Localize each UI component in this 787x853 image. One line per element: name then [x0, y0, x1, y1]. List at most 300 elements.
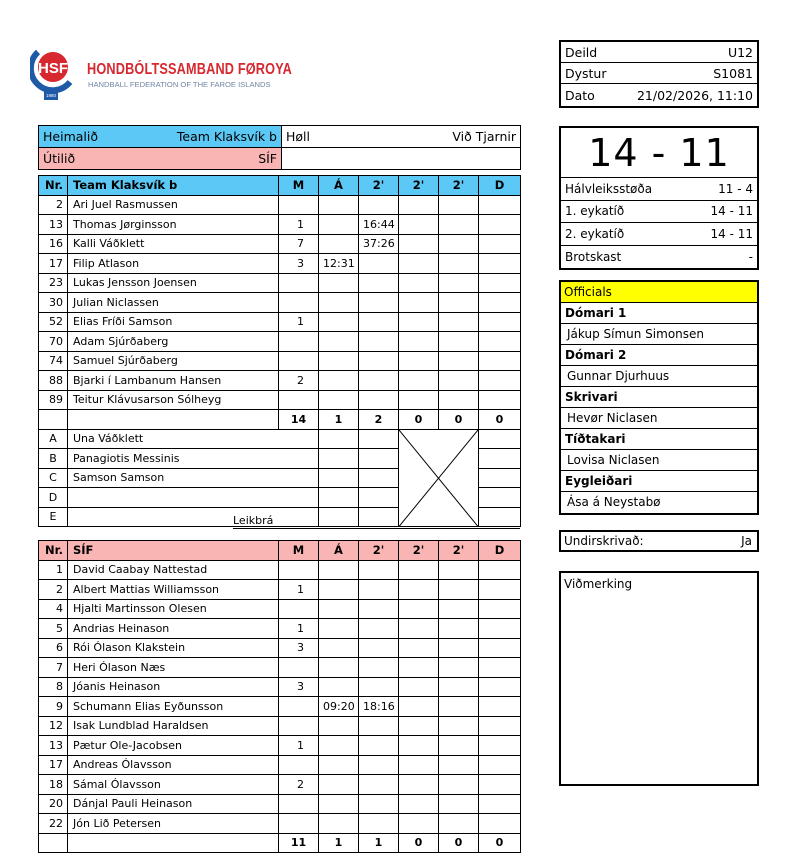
player-row — [39, 599, 521, 619]
player-goals: 1 — [279, 215, 319, 235]
player-suspension-1 — [359, 351, 399, 371]
column-header-a: Á — [319, 176, 359, 196]
column-header-d: D — [479, 176, 521, 196]
referee-1-role: Dómari 1 — [561, 303, 757, 324]
official-code: D — [39, 488, 68, 508]
player-suspension-3 — [439, 794, 479, 814]
player-warning — [319, 775, 359, 795]
extra-time-1-row — [561, 201, 757, 224]
signed-label: Undirskrivað: — [564, 534, 644, 548]
player-suspension-2 — [399, 775, 439, 795]
player-suspension-2 — [399, 814, 439, 834]
player-row — [39, 677, 521, 697]
venue-label: Høll — [286, 129, 310, 144]
player-name: Andreas Ólavsson — [68, 755, 279, 775]
player-disqualification — [479, 293, 521, 313]
player-row — [39, 775, 521, 795]
player-name: Lukas Jensson Joensen — [68, 273, 279, 293]
official-warning — [319, 429, 359, 449]
player-warning — [319, 580, 359, 600]
player-name: Hjalti Martinsson Olesen — [68, 599, 279, 619]
player-name: Sámal Ólavsson — [68, 775, 279, 795]
player-row — [39, 273, 521, 293]
totals-row — [39, 833, 521, 853]
player-suspension-3 — [439, 371, 479, 391]
player-suspension-1 — [359, 390, 399, 410]
player-suspension-2 — [399, 215, 439, 235]
player-warning: 09:20 — [319, 697, 359, 717]
player-suspension-1 — [359, 599, 399, 619]
official-disqualification — [479, 488, 521, 508]
player-name: Dánjal Pauli Heinason — [68, 794, 279, 814]
player-name: Adam Sjúrðaberg — [68, 332, 279, 352]
player-goals: 3 — [279, 254, 319, 274]
player-warning — [319, 755, 359, 775]
player-suspension-3 — [439, 560, 479, 580]
player-number: 88 — [39, 371, 68, 391]
player-disqualification — [479, 580, 521, 600]
timekeeper-role: Tíðtakari — [561, 429, 757, 450]
player-suspension-3 — [439, 638, 479, 658]
player-number: 74 — [39, 351, 68, 371]
penalty-shootout-label: Brotskast — [565, 249, 622, 264]
player-goals — [279, 814, 319, 834]
crossed-out-cells — [399, 429, 479, 527]
player-name: Samuel Sjúrðaberg — [68, 351, 279, 371]
player-disqualification — [479, 351, 521, 371]
hsf-emblem-icon — [30, 44, 76, 102]
player-suspension-1 — [359, 794, 399, 814]
player-warning — [319, 390, 359, 410]
player-goals — [279, 351, 319, 371]
penalty-shootout-row — [561, 246, 757, 269]
player-goals: 2 — [279, 371, 319, 391]
player-disqualification — [479, 697, 521, 717]
player-warning — [319, 677, 359, 697]
player-name: David Caabay Nattestad — [68, 560, 279, 580]
player-number: 2 — [39, 580, 68, 600]
official-code: C — [39, 468, 68, 488]
player-row — [39, 580, 521, 600]
player-disqualification — [479, 332, 521, 352]
player-goals: 3 — [279, 638, 319, 658]
player-suspension-1 — [359, 736, 399, 756]
referee-1-name: Jákup Símun Simonsen — [561, 324, 757, 345]
away-team-name: SÍF — [258, 151, 277, 166]
player-name: Isak Lundblad Haraldsen — [68, 716, 279, 736]
player-name: Filip Atlason — [68, 254, 279, 274]
player-disqualification — [479, 716, 521, 736]
player-suspension-1 — [359, 312, 399, 332]
player-suspension-2 — [399, 560, 439, 580]
player-number: 23 — [39, 273, 68, 293]
player-warning — [319, 332, 359, 352]
player-number: 17 — [39, 755, 68, 775]
remarks-label: Viðmerking — [564, 577, 633, 591]
player-row — [39, 312, 521, 332]
official-name: Panagiotis Messinis — [68, 449, 319, 469]
player-number: 20 — [39, 794, 68, 814]
player-disqualification — [479, 736, 521, 756]
away-team-cell — [39, 148, 282, 170]
player-suspension-3 — [439, 658, 479, 678]
player-suspension-1 — [359, 619, 399, 639]
player-goals — [279, 390, 319, 410]
player-row — [39, 697, 521, 717]
player-warning — [319, 560, 359, 580]
player-disqualification — [479, 599, 521, 619]
total-s2: 0 — [399, 410, 439, 430]
official-disqualification — [479, 449, 521, 469]
player-name: Jóanis Heinason — [68, 677, 279, 697]
player-disqualification — [479, 638, 521, 658]
player-suspension-2 — [399, 195, 439, 215]
player-name: Schumann Elias Eyðunsson — [68, 697, 279, 717]
player-suspension-1 — [359, 814, 399, 834]
venue-cell — [282, 126, 521, 148]
player-name: Rói Ólason Klakstein — [68, 638, 279, 658]
player-warning — [319, 293, 359, 313]
official-name: Samson Samson — [68, 468, 319, 488]
player-suspension-1: 18:16 — [359, 697, 399, 717]
player-warning — [319, 658, 359, 678]
official-name — [68, 488, 319, 508]
player-goals — [279, 599, 319, 619]
player-warning — [319, 638, 359, 658]
referee-2-name: Gunnar Djurhuus — [561, 366, 757, 387]
remarks-box — [559, 571, 759, 786]
player-suspension-3 — [439, 814, 479, 834]
timekeeper-name: Lovisa Niclasen — [561, 450, 757, 471]
match-info-box — [559, 40, 759, 108]
official-suspension — [359, 468, 399, 488]
extra-time-1-value: 14 - 11 — [710, 204, 753, 219]
player-suspension-3 — [439, 619, 479, 639]
player-suspension-1 — [359, 775, 399, 795]
officials-box — [559, 280, 759, 515]
official-code: B — [39, 449, 68, 469]
division-value: U12 — [727, 44, 753, 60]
player-suspension-3 — [439, 332, 479, 352]
total-d: 0 — [479, 833, 521, 853]
player-row — [39, 390, 521, 410]
player-suspension-2 — [399, 254, 439, 274]
player-goals: 1 — [279, 736, 319, 756]
player-name: Thomas Jørginsson — [68, 215, 279, 235]
player-number: 18 — [39, 775, 68, 795]
player-row — [39, 332, 521, 352]
player-number: 70 — [39, 332, 68, 352]
player-goals — [279, 293, 319, 313]
player-suspension-3 — [439, 775, 479, 795]
official-disqualification — [479, 429, 521, 449]
player-name: Pætur Ole-Jacobsen — [68, 736, 279, 756]
player-suspension-3 — [439, 697, 479, 717]
player-disqualification — [479, 390, 521, 410]
total-s1: 2 — [359, 410, 399, 430]
official-suspension — [359, 488, 399, 508]
player-number: 89 — [39, 390, 68, 410]
column-header-s2: 2' — [399, 176, 439, 196]
player-suspension-3 — [439, 580, 479, 600]
home-players-table — [38, 175, 521, 527]
player-suspension-3 — [439, 215, 479, 235]
column-header-d: D — [479, 541, 521, 561]
player-number: 1 — [39, 560, 68, 580]
player-row — [39, 814, 521, 834]
signed-box — [559, 530, 759, 552]
player-suspension-3 — [439, 736, 479, 756]
column-header-team: Team Klaksvík b — [68, 176, 279, 196]
player-suspension-3 — [439, 195, 479, 215]
federation-logo — [30, 44, 293, 104]
player-name: Kalli Váðklett — [68, 234, 279, 254]
player-number: 17 — [39, 254, 68, 274]
player-name: Bjarki í Lambanum Hansen — [68, 371, 279, 391]
player-number: 6 — [39, 638, 68, 658]
player-suspension-3 — [439, 677, 479, 697]
observer-name: Ása á Neystabø — [567, 495, 661, 509]
player-disqualification — [479, 560, 521, 580]
date-label: Dato — [565, 87, 595, 103]
officials-title: Officials — [561, 282, 757, 303]
column-header-nr: Nr. — [39, 176, 68, 196]
table-header — [39, 541, 521, 561]
player-goals: 7 — [279, 234, 319, 254]
extra-time-2-value: 14 - 11 — [710, 226, 753, 241]
player-number: 16 — [39, 234, 68, 254]
player-number: 52 — [39, 312, 68, 332]
federation-subtitle: HANDBALL FEDERATION OF THE FAROE ISLANDS — [88, 80, 271, 89]
final-score: 14 - 11 — [561, 128, 757, 178]
column-header-m: M — [279, 541, 319, 561]
player-row — [39, 254, 521, 274]
empty-cell — [282, 148, 521, 170]
match-info-match-id — [561, 63, 757, 84]
home-label: Heimalið — [43, 129, 98, 144]
player-suspension-1 — [359, 677, 399, 697]
player-warning: 12:31 — [319, 254, 359, 274]
player-goals — [279, 332, 319, 352]
player-row — [39, 638, 521, 658]
player-goals — [279, 794, 319, 814]
player-suspension-1 — [359, 716, 399, 736]
player-name: Elias Fríði Samson — [68, 312, 279, 332]
player-suspension-2 — [399, 677, 439, 697]
player-suspension-3 — [439, 755, 479, 775]
player-disqualification — [479, 755, 521, 775]
halftime-row — [561, 178, 757, 201]
player-suspension-2 — [399, 332, 439, 352]
venue-name: Við Tjarnir — [452, 129, 516, 144]
player-suspension-2 — [399, 794, 439, 814]
player-suspension-2 — [399, 351, 439, 371]
player-name: Ari Juel Rasmussen — [68, 195, 279, 215]
player-number: 5 — [39, 619, 68, 639]
player-number: 8 — [39, 677, 68, 697]
player-goals: 1 — [279, 619, 319, 639]
player-goals: 2 — [279, 775, 319, 795]
official-suspension — [359, 429, 399, 449]
player-name: Julian Niclassen — [68, 293, 279, 313]
total-a: 1 — [319, 833, 359, 853]
player-suspension-3 — [439, 599, 479, 619]
player-row — [39, 560, 521, 580]
player-disqualification — [479, 371, 521, 391]
column-header-nr: Nr. — [39, 541, 68, 561]
player-warning — [319, 234, 359, 254]
player-warning — [319, 599, 359, 619]
player-row — [39, 658, 521, 678]
player-warning — [319, 736, 359, 756]
player-row — [39, 619, 521, 639]
player-warning — [319, 716, 359, 736]
player-suspension-3 — [439, 273, 479, 293]
player-suspension-3 — [439, 293, 479, 313]
player-disqualification — [479, 775, 521, 795]
player-row — [39, 371, 521, 391]
player-goals: 1 — [279, 312, 319, 332]
player-suspension-2 — [399, 716, 439, 736]
player-warning — [319, 794, 359, 814]
halftime-value: 11 - 4 — [718, 181, 753, 196]
away-label: Útilið — [43, 151, 76, 166]
penalty-shootout-value: - — [748, 249, 753, 264]
player-name: Teitur Klávusarson Sólheyg — [68, 390, 279, 410]
player-suspension-3 — [439, 254, 479, 274]
column-header-s2: 2' — [399, 541, 439, 561]
svg-text:1980: 1980 — [45, 93, 57, 98]
player-row — [39, 195, 521, 215]
player-suspension-3 — [439, 716, 479, 736]
player-goals — [279, 658, 319, 678]
player-number: 7 — [39, 658, 68, 678]
leikbra-label: Leikbrá — [233, 514, 520, 529]
player-suspension-3 — [439, 312, 479, 332]
player-suspension-2 — [399, 755, 439, 775]
player-number: 4 — [39, 599, 68, 619]
player-suspension-1 — [359, 560, 399, 580]
total-d: 0 — [479, 410, 521, 430]
player-suspension-3 — [439, 234, 479, 254]
total-s1: 1 — [359, 833, 399, 853]
column-header-s1: 2' — [359, 541, 399, 561]
player-suspension-2 — [399, 273, 439, 293]
player-suspension-1 — [359, 658, 399, 678]
official-warning — [319, 468, 359, 488]
score-box — [559, 126, 759, 270]
player-number: 22 — [39, 814, 68, 834]
player-suspension-1 — [359, 371, 399, 391]
home-team-cell — [39, 126, 282, 148]
player-name: Albert Mattias Williamsson — [68, 580, 279, 600]
player-warning — [319, 215, 359, 235]
referee-2-role: Dómari 2 — [561, 345, 757, 366]
cross-out-icon — [399, 430, 478, 527]
total-a: 1 — [319, 410, 359, 430]
scorekeeper-role: Skrivari — [561, 387, 757, 408]
column-header-s3: 2' — [439, 176, 479, 196]
player-goals: 3 — [279, 677, 319, 697]
player-suspension-2 — [399, 638, 439, 658]
player-disqualification — [479, 794, 521, 814]
player-goals: 1 — [279, 580, 319, 600]
player-warning — [319, 619, 359, 639]
column-header-s1: 2' — [359, 176, 399, 196]
official-suspension — [359, 449, 399, 469]
player-row — [39, 234, 521, 254]
player-suspension-1: 16:44 — [359, 215, 399, 235]
player-warning — [319, 371, 359, 391]
column-header-team: SÍF — [68, 541, 279, 561]
player-number: 9 — [39, 697, 68, 717]
player-warning — [319, 814, 359, 834]
totals-blank — [68, 410, 279, 430]
player-suspension-1 — [359, 254, 399, 274]
player-goals — [279, 560, 319, 580]
extra-time-2-row — [561, 223, 757, 246]
player-row — [39, 215, 521, 235]
player-warning — [319, 273, 359, 293]
official-warning — [319, 449, 359, 469]
player-suspension-1 — [359, 195, 399, 215]
player-suspension-2 — [399, 658, 439, 678]
column-header-m: M — [279, 176, 319, 196]
player-disqualification — [479, 254, 521, 274]
player-suspension-2 — [399, 312, 439, 332]
player-disqualification — [479, 619, 521, 639]
player-warning — [319, 312, 359, 332]
player-suspension-1 — [359, 755, 399, 775]
official-name: Una Váðklett — [68, 429, 319, 449]
svg-text:HSF: HSF — [38, 60, 68, 77]
official-code: A — [39, 429, 68, 449]
home-team-name: Team Klaksvík b — [176, 129, 277, 144]
official-warning — [319, 488, 359, 508]
extra-time-2-label: 2. eykatíð — [565, 226, 625, 241]
player-number: 13 — [39, 215, 68, 235]
match-id-label: Dystur — [565, 65, 607, 81]
away-players-table — [38, 540, 521, 853]
player-suspension-2 — [399, 371, 439, 391]
player-name: Heri Ólason Næs — [68, 658, 279, 678]
total-s2: 0 — [399, 833, 439, 853]
table-header — [39, 176, 521, 196]
total-s3: 0 — [439, 410, 479, 430]
official-code: E — [39, 507, 68, 527]
player-name: Jón Lið Petersen — [68, 814, 279, 834]
match-info-division — [561, 42, 757, 63]
player-disqualification — [479, 215, 521, 235]
player-warning — [319, 351, 359, 371]
player-number: 30 — [39, 293, 68, 313]
team-official-row — [39, 429, 521, 449]
player-suspension-1 — [359, 638, 399, 658]
player-suspension-1 — [359, 580, 399, 600]
total-m: 14 — [279, 410, 319, 430]
player-number: 12 — [39, 716, 68, 736]
player-suspension-2 — [399, 736, 439, 756]
teams-header — [38, 125, 521, 170]
player-suspension-2 — [399, 234, 439, 254]
player-suspension-2 — [399, 390, 439, 410]
player-suspension-3 — [439, 351, 479, 371]
player-disqualification — [479, 273, 521, 293]
player-disqualification — [479, 195, 521, 215]
division-label: Deild — [565, 44, 598, 60]
totals-blank — [39, 410, 68, 430]
player-row — [39, 794, 521, 814]
